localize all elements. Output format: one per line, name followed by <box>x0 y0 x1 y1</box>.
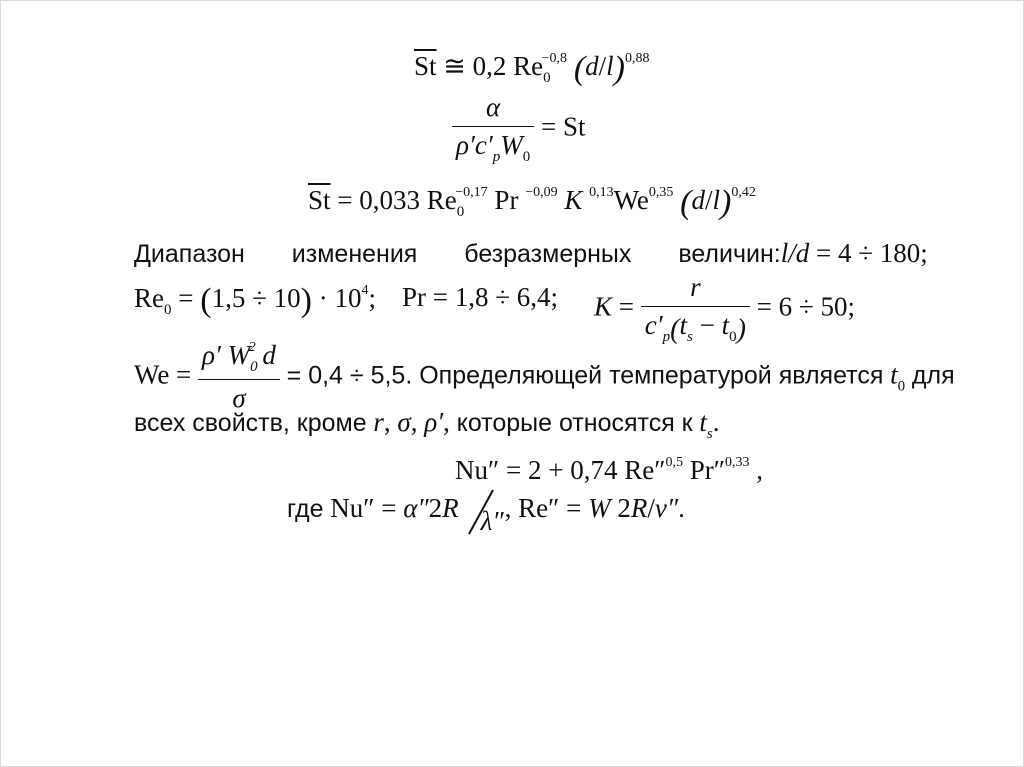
we-line: We = $\frac{\rho' W_0^2 d}{\sigma}$ = 0,4 ÷ 5,5. Определяющей температурой является $t_0$ для <box>134 340 955 414</box>
slash-fraction: λ″ <box>459 486 505 536</box>
dlya-word: для <box>911 361 955 390</box>
all-props-text: всех свойств, кроме <box>134 409 367 437</box>
equation-nu-definition: где Nu″ = α″2R λ″ , Re″ = W 2R/ν″. <box>287 486 685 536</box>
equation-st-correlation-1: $\overline{St}$ ≅ 0,2 $Re_0^{-0,8}$ $(d/l)^{0,88}$ <box>414 50 650 87</box>
we-sentence: = 0,4 ÷ 5,5. Определяющей температурой является <box>286 361 884 390</box>
gde-word: где <box>287 495 324 524</box>
equation-stanton-definition: $\frac{\alpha}{\rho'c'_pW_0}$ = St <box>452 92 586 166</box>
ranges-line: $Re_0 = (1,5 \div 10) \cdot 10^4$; Pr = 1,8 ÷ 6,4; K = $\frac{r}{c'_p(t_s - t_0)}$ = 6 ÷ 50; <box>134 272 855 346</box>
equation-nu-correlation: Nu″ = 2 + 0,74 Re″$^{0,5}$ Pr″$^{0,33}$ , <box>455 455 763 485</box>
range-label-line: Диапазон изменения безразмерных величин: l/d = 4 ÷ 180; <box>134 238 928 268</box>
equation-st-correlation-2: $\overline{St} = 0,033$ $Re_0^{-0,17}$ Pr $^{-0,09}$ K $^{0,13}$We$^{0,35}$ $(d/l)^{0,42}$ <box>308 184 756 221</box>
which-relate-text: которые относятся к <box>456 409 693 437</box>
properties-line: всех свойств, кроме r, σ, ρ′, которые относятся к $t_s$. <box>134 407 720 442</box>
